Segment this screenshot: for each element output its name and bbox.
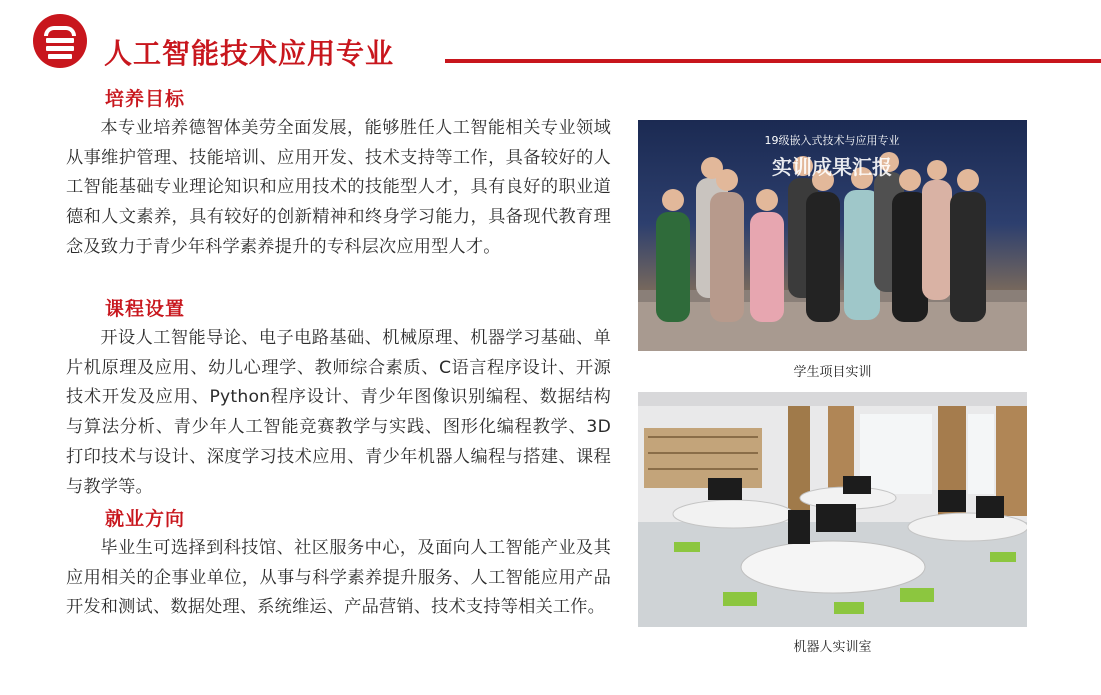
student-project-photo: [638, 120, 1027, 351]
section-heading-goal: 培养目标: [105, 88, 186, 110]
banner-line2: 实训成果汇报: [772, 155, 892, 179]
robot-lab-photo: [638, 392, 1027, 627]
title-divider: [445, 59, 1101, 63]
student-photo-caption: 学生项目实训: [793, 365, 872, 380]
section-text-courses: 开设人工智能导论、电子电路基础、机械原理、机器学习基础、单片机原理及应用、幼儿心理学、教师综合素质、C语言程序设计、开源技术开发及应用、Python程序设计、青少年图像识别编程、数据结构与算法分析、青少年人工智能竞赛教学与实践、图形化编程教学、3D打印技术与设计、深度学习技术应用、青少年机器人编程与搭建、课程与教学等。: [66, 328, 611, 497]
section-text-goal: 本专业培养德智体美劳全面发展，能够胜任人工智能相关专业领域从事维护管理、技能培训、应用开发、技术支持等工作，具备较好的人工智能基础专业理论知识和应用技术的技能型人才，具有良好的职业道德和人文素养，具有较好的创新精神和终身学习能力，具备现代教育理念及致力于青少年科学素养提升的专科层次应用型人才。: [66, 118, 611, 257]
logo-icon: [33, 14, 87, 68]
page-title: 人工智能技术应用专业: [104, 37, 395, 70]
lab-photo-caption: 机器人实训室: [793, 640, 872, 655]
section-heading-career: 就业方向: [105, 508, 186, 530]
banner-line1: 19级嵌入式技术与应用专业: [764, 134, 900, 147]
section-heading-courses: 课程设置: [105, 298, 186, 320]
section-text-career: 毕业生可选择到科技馆、社区服务中心，及面向人工智能产业及其应用相关的企事业单位，从事与科学素养提升服务、人工智能应用产品开发和测试、数据处理、系统维运、产品营销、技术支持等相关工作。: [66, 538, 611, 618]
